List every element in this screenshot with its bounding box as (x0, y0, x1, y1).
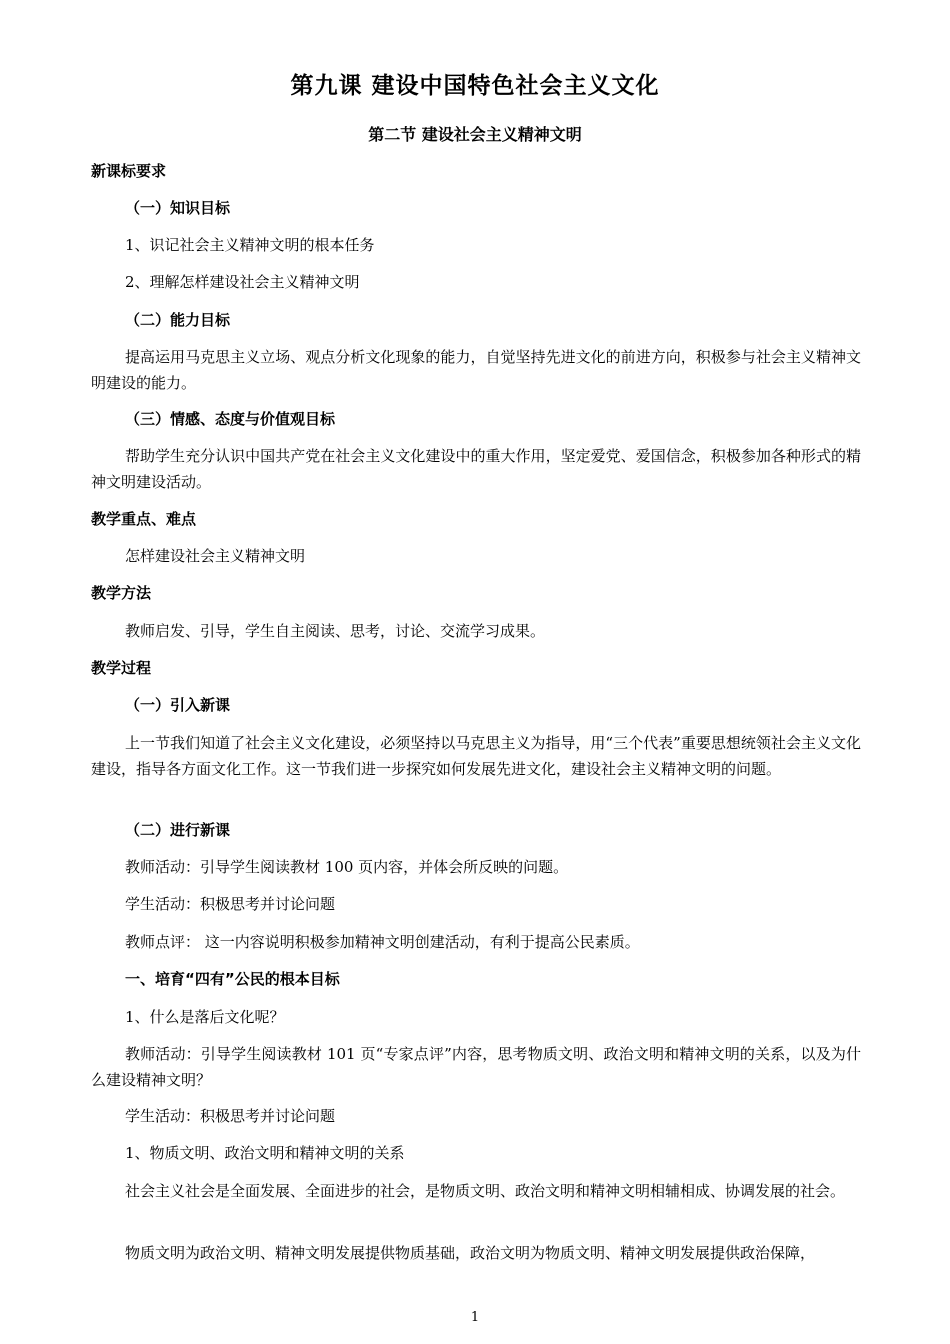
process-heading: 教学过程 (91, 659, 152, 677)
page-number: 1 (470, 1310, 480, 1325)
relation-paragraph: 社会主义社会是全面发展、全面进步的社会，是物质文明、政治文明和精神文明相辅相成、协调发展的社会。 (125, 1182, 846, 1200)
student-activity-2: 学生活动：积极思考并讨论问题 (125, 1107, 336, 1125)
values-heading: （三）情感、态度与价值观目标 (125, 410, 336, 428)
lesson-title: 第九课 建设中国特色社会主义文化 (290, 73, 660, 99)
keypoints-heading: 教学重点、难点 (91, 510, 197, 528)
section-1-heading: 一、培育“四有”公民的根本目标 (125, 970, 340, 988)
ability-paragraph: 提高运用马克思主义立场、观点分析文化现象的能力，自觉坚持先进文化的前进方向，积极参与社会主义精神文明建设的能力。 (91, 348, 861, 392)
point-1: 1、物质文明、政治文明和精神文明的关系 (125, 1144, 405, 1162)
teacher-comment-1: 教师点评： 这一内容说明积极参加精神文明创建活动，有利于提高公民素质。 (125, 933, 640, 951)
question-1: 1、什么是落后文化呢？ (125, 1008, 285, 1026)
ability-heading: （二）能力目标 (125, 311, 231, 329)
methods-heading: 教学方法 (91, 584, 152, 602)
intro-paragraph: 上一节我们知道了社会主义文化建设，必须坚持以马克思主义为指导，用“三个代表”重要思想统领社会主义文化建设，指导各方面文化工作。这一节我们进一步探究如何发展先进文化，建设社会主义精神文明的问题。 (91, 734, 861, 778)
student-activity-1: 学生活动：积极思考并讨论问题 (125, 895, 336, 913)
newlesson-heading: （二）进行新课 (125, 821, 231, 839)
intro-heading: （一）引入新课 (125, 696, 231, 714)
standards-heading: 新课标要求 (91, 162, 167, 180)
values-paragraph: 帮助学生充分认识中国共产党在社会主义文化建设中的重大作用，坚定爱党、爱国信念，积极参加各种形式的精神文明建设活动。 (91, 447, 861, 491)
knowledge-heading: （一）知识目标 (125, 199, 231, 217)
keypoints-text: 怎样建设社会主义精神文明 (125, 547, 306, 565)
knowledge-item-1: 1、识记社会主义精神文明的根本任务 (125, 236, 375, 254)
knowledge-item-2: 2、理解怎样建设社会主义精神文明 (125, 273, 360, 291)
relation-paragraph-2: 物质文明为政治文明、精神文明发展提供物质基础，政治文明为物质文明、精神文明发展提供政治保障， (125, 1244, 816, 1262)
teacher-activity-1: 教师活动：引导学生阅读教材 100 页内容，并体会所反映的问题。 (125, 858, 569, 876)
teacher-activity-2: 教师活动：引导学生阅读教材 101 页“专家点评”内容，思考物质文明、政治文明和精神文明的关系，以及为什么建设精神文明？ (91, 1045, 861, 1089)
methods-text: 教师启发、引导，学生自主阅读、思考，讨论、交流学习成果。 (125, 622, 546, 640)
section-subtitle: 第二节 建设社会主义精神文明 (368, 125, 582, 144)
